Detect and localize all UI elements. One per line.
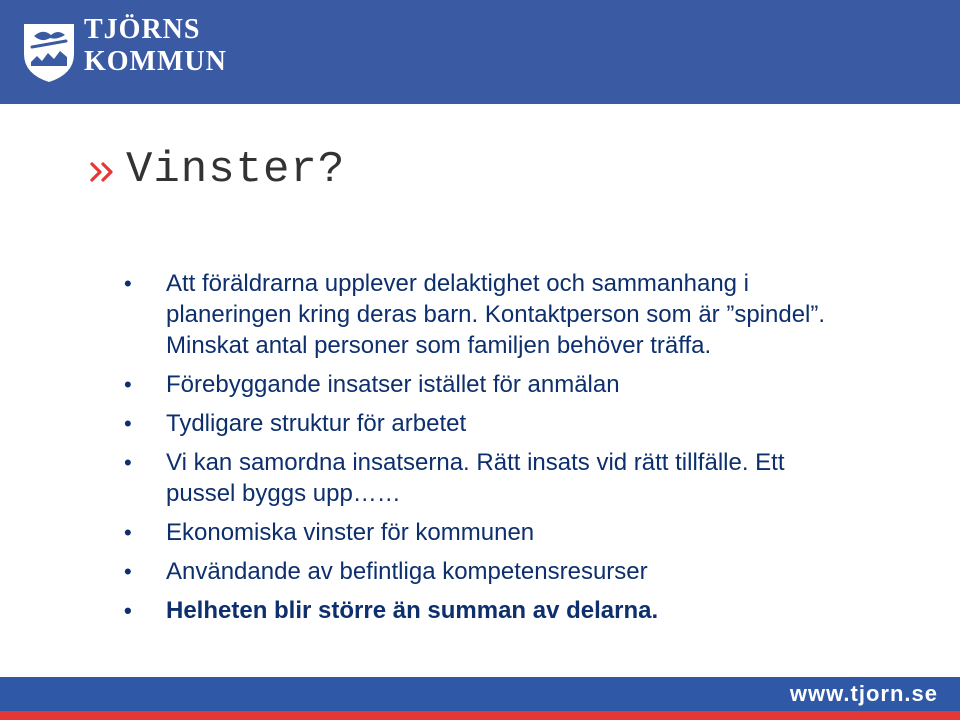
bullet-item-5: • Ekonomiska vinster för kommunen: [124, 517, 844, 548]
footer-url: www.tjorn.se: [789, 681, 938, 706]
bullet-item-4: • Vi kan samordna insatserna. Rätt insats vid rätt tillfälle. Ett pussel byggs upp……: [124, 447, 844, 509]
bullet-item-7: • Helheten blir större än summan av delarna.: [124, 595, 844, 626]
bullet-item-6: • Användande av befintliga kompetensresurser: [124, 556, 844, 587]
title-row: [90, 140, 345, 200]
municipality-logo-icon: [20, 20, 78, 84]
bullet-item-1: • Att föräldrarna upplever delaktighet och sammanhang i planeringen kring deras barn. Kontaktperson som är ”spindel”. Minskat antal personer som familjen behöver träffa.: [124, 268, 844, 361]
bullet-list: [124, 268, 844, 634]
bullet-item-3: • Tydligare struktur för arbetet: [124, 408, 844, 439]
logo-line-1: TJÖRNS: [84, 14, 201, 45]
logo-line-2: KOMMUN: [84, 46, 227, 77]
page-title: Vinster?: [126, 145, 346, 195]
header-bar: [0, 0, 960, 104]
bullet-item-2: • Förebyggande insatser istället för anmälan: [124, 369, 844, 400]
municipality-logo-text: [84, 14, 227, 76]
double-chevron-right-icon: [90, 162, 116, 182]
footer-stripe: [0, 711, 960, 720]
